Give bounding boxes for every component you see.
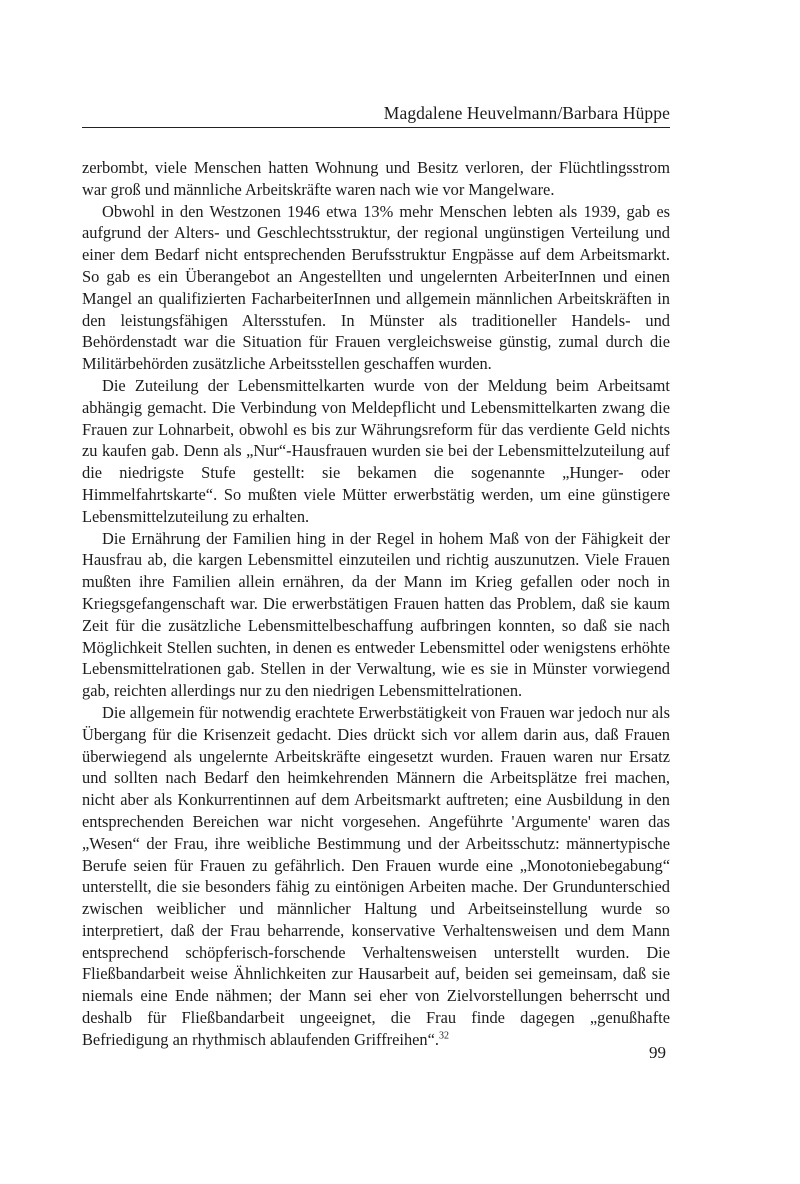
paragraph: Die Ernährung der Familien hing in der Regel in hohem Maß von der Fähigkeit der Hausfrau ab, die kargen Lebensmittel einzuteilen und richtig auszunutzen. Viele Frauen mußten ihre Familien allein ernähren, da der Mann im Krieg gefallen oder noch in Kriegsgefangenschaft war. Die erwerbstätigen Frauen hatten das Problem, daß sie kaum Zeit für die zusätzliche Lebensmittelbeschaffung aufbringen konnten, so daß sie nach Möglichkeit Stellen suchten, in denen es entweder Lebensmittel oder wenigstens erhöhte Lebensmittelrationen gab. Stellen in der Verwaltung, wie es sie in Münster vorwiegend gab, reichten allerdings nur zu den niedrigen Lebensmittelrationen. (82, 528, 670, 701)
footnote-reference[interactable]: 32 (438, 1030, 449, 1042)
paragraph: Obwohl in den Westzonen 1946 etwa 13% mehr Menschen lebten als 1939, gab es aufgrund der Alters- und Geschlechtsstruktur, der regional ungünstigen Verteilung und einer dem Bedarf nicht entsprechenden Berufsstruktur Engpässe auf dem Arbeitsmarkt. So gab es ein Überangebot an Angestellten und ungelernten ArbeiterInnen und einen Mangel an qualifizierten FacharbeiterInnen und allgemein männlichen Arbeitskräften in den leistungsfähigen Altersstufen. In Münster als traditioneller Handels- und Behördenstadt war die Situation für Frauen vergleichsweise günstig, zumal durch die Militärbehörden zusätzliche Arbeitsstellen geschaffen wurden. (82, 201, 670, 374)
body-text (82, 157, 670, 1051)
paragraph-last (82, 702, 670, 1051)
paragraph: Die Zuteilung der Lebensmittelkarten wurde von der Meldung beim Arbeitsamt abhängig gemacht. Die Verbindung von Meldepflicht und Lebensmittelkarten zwang die Frauen zur Lohnarbeit, obwohl es bis zur Währungsreform für das verdiente Geld nichts zu kaufen gab. Denn als „Nur“-Hausfrauen wurden sie bei der Lebensmittelzuteilung auf die niedrigste Stufe gestellt: sie bekamen die sogenannte „Hunger- oder Himmelfahrtskarte“. So mußten viele Mütter erwerbstätig werden, um eine günstigere Lebensmittelzuteilung zu erhalten. (82, 375, 670, 526)
paragraph-text: Die allgemein für notwendig erachtete Erwerbstätigkeit von Frauen war jedoch nur als Übergang für die Krisenzeit gedacht. Dies drückt sich vor allem darin aus, daß Frauen überwiegend als ungelernte Arbeitskräfte eingesetzt wurden. Frauen waren nur Ersatz und sollten nach Bedarf den heimkehrenden Männern die Arbeitsplätze frei machen, nicht aber als Konkurrentinnen auf dem Arbeitsmarkt auftreten; eine Ausbildung in den entsprechenden Bereichen war nicht vorgesehen. Angeführte 'Argumente' waren das „Wesen“ der Frau, ihre weibliche Bestimmung und der Arbeitsschutz: männertypische Berufe seien für Frauen zu gefährlich. Den Frauen wurde eine „Monotoniebegabung“ unterstellt, die sie besonders fähig zu eintönigen Arbeiten mache. Der Grundunterschied zwischen weiblicher und männlicher Haltung und Arbeitseinstellung wurde so interpretiert, daß der Frau beharrende, konservative Verhaltensweisen und dem Mann entsprechend schöpferisch-forschende Verhaltensweisen unterstellt wurden. Die Fließbandarbeit weise Ähnlichkeiten zur Hausarbeit auf, beiden sei gemeinsam, daß sie niemals eine Ende nähmen; der Mann sei eher von Zielvorstellungen beherrscht und deshalb für Fließbandarbeit ungeeignet, die Frau finde dagegen „genußhafte Befriedigung an rhythmisch ablaufenden Griffreihen“. (82, 702, 670, 1049)
paragraph: zerbombt, viele Menschen hatten Wohnung und Besitz verloren, der Flüchtlingsstrom war groß und männliche Arbeitskräfte waren nach wie vor Mangelware. (82, 158, 670, 199)
header-rule (82, 127, 670, 128)
running-header: Magdalene Heuvelmann/Barbara Hüppe (383, 103, 670, 123)
page-number: 99 (649, 1043, 666, 1062)
